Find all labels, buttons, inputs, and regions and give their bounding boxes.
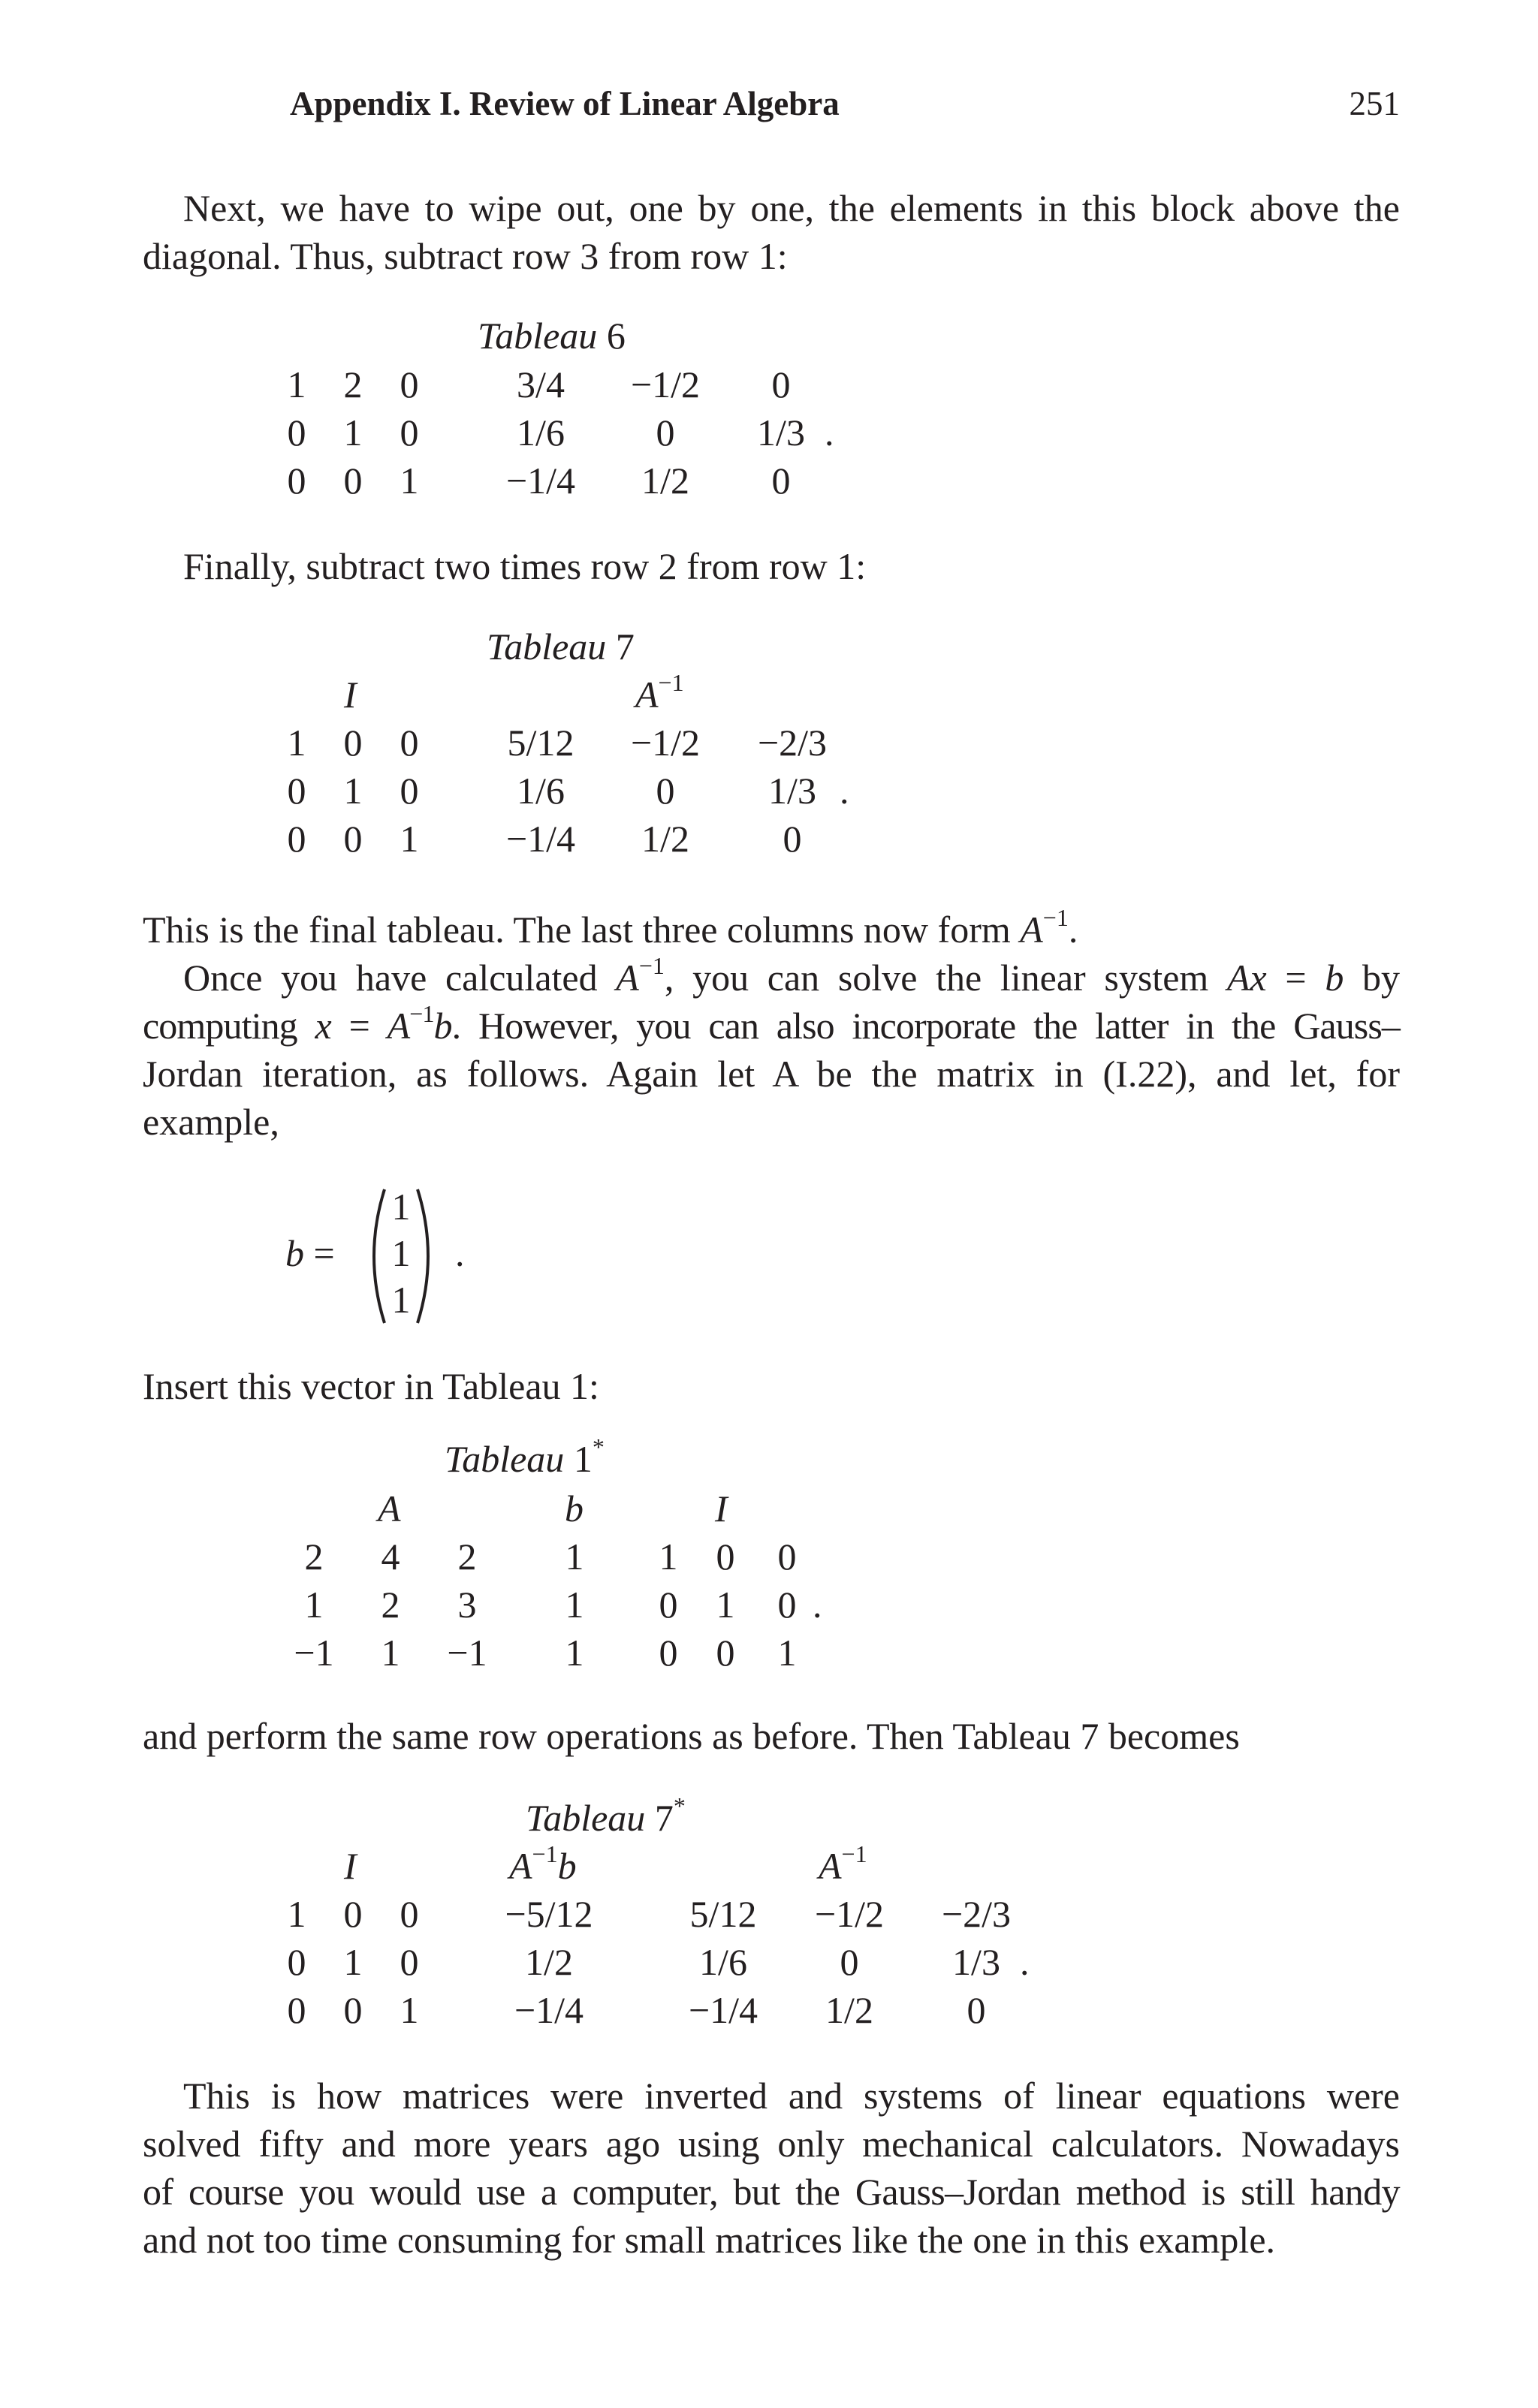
page-number: 251 [1349, 85, 1400, 122]
table-row: 1 2 3 1 0 1 0 [304, 1584, 797, 1626]
table-row: 2 4 2 1 1 0 0 [304, 1536, 797, 1578]
column-header-vector: b [565, 1487, 584, 1529]
table-row: 0 1 0 1/2 1/6 0 1/3 [287, 1941, 1000, 1983]
paragraph-line: Insert this vector in Tableau 1: [143, 1365, 599, 1407]
paragraph-line: This is the final tableau. The last three columns now form $A^{-1}$. [143, 904, 1078, 951]
column-header-identity: I [344, 674, 357, 716]
table-row: 0 1 0 1/6 0 1/3 [287, 411, 805, 454]
paragraph-line: This is how matrices were inverted and systems of linear equations were [183, 2075, 1400, 2117]
paragraph-line: solved fifty and more years ago using only mechanical calculators. Nowadays [143, 2123, 1400, 2165]
tableau-1-star-caption: Tableau 1* [445, 1433, 605, 1480]
paragraph-line: Next, we have to wipe out, one by one, the elements in this block above the [183, 187, 1400, 229]
paragraph-line: Jordan iteration, as follows. Again let A be the matrix in (I.22), and let, for [143, 1053, 1400, 1095]
book-page: Appendix I. Review of Linear Algebra 251 Next, we have to wipe out, one by one, the elements in this block above the diagonal. Thus, subtract row 3 from row 1: Tableau 6 1 2 0 3/4 −1/2 0 0 1 0 1/6 0 1/3 0 0 1 −1/4 1/2 0 . Finally, subtract two times row 2 from row 1: Tableau 7 I $A^{-1}$ 1 0 0 5/12 −1/2 −2/3 0 1 0 1/6 0 1/3 0 0 1 −1/4 1/2 0 . This is the final tableau. The last three columns now form $A^{-1}$. Once you have calculated $A^{-1}$, you can solve the linear system Ax = b by computing $x = A^{-1}b$. However, you can also incorporate the latter in the Gauss– Jordan iteration, as follows. Again let A be the matrix in (I.22), and let, for example, b = 1 1 1 . Insert this vector in Tableau 1: Tableau 1* A b I 2 4 2 1 1 0 0 1 2 3 1 0 1 0 −1 1 −1 1 0 0 1 . and perform the same row operations as before. Then Tableau 7 becomes Tableau 7* I $A^{-1}b$ $A^{-1}$ 1 0 0 −5/12 5/12 −1/2 −2/3 0 1 0 1/2 1/6 0 1/3 0 0 1 −1/4 −1/4 1/2 0 . This is how matrices were inverted and systems of linear equations were solved fifty and more years ago using only mechanical calculators. Nowadays of course you would use a computer, but the Gauss–Jordan method is still handy and not too time consuming for small matrices like the one in this example. [0, 0, 1538, 2408]
paragraph-line: of course you would use a computer, but the Gauss–Jordan method is still handy [143, 2171, 1400, 2213]
paragraph-line: and perform the same row operations as before. Then Tableau 7 becomes [143, 1715, 1240, 1757]
paragraph-line: Finally, subtract two times row 2 from row 1: [183, 545, 867, 587]
tableau-7-caption: Tableau 7 [487, 625, 635, 668]
column-header-identity: I [344, 1845, 357, 1887]
column-header-matrix: A [378, 1487, 401, 1529]
table-row: 0 0 1 −1/4 1/2 0 [287, 818, 802, 860]
table-row: 0 0 1 −1/4 −1/4 1/2 0 [287, 1989, 986, 2031]
table-row: 0 0 1 −1/4 1/2 0 [287, 460, 791, 502]
column-header-inverse: $A^{-1}$ [635, 669, 684, 716]
tableau-7-star-caption: Tableau 7* [526, 1792, 686, 1839]
running-header [290, 84, 1400, 129]
table-row: 1 0 0 −5/12 5/12 −1/2 −2/3 [287, 1893, 1012, 1935]
table-row: 1 2 0 3/4 −1/2 0 [287, 363, 791, 405]
table-row: 0 1 0 1/6 0 1/3 [287, 770, 816, 812]
table-row: 1 0 0 5/12 −1/2 −2/3 [287, 722, 828, 764]
column-header-solution: $A^{-1}b$ [509, 1840, 577, 1887]
table-row: −1 1 −1 1 0 0 1 [294, 1632, 797, 1674]
paragraph-line: computing $x = A^{-1}b$. However, you can also incorporate the latter in the Gauss– [143, 1000, 1401, 1047]
column-header-inverse: $A^{-1}$ [819, 1840, 867, 1887]
column-header-identity: I [715, 1487, 728, 1529]
tableau-6-caption: Tableau 6 [478, 315, 626, 357]
paragraph-line: example, [143, 1101, 279, 1143]
chapter-title: Appendix I. Review of Linear Algebra [290, 85, 840, 122]
paragraph-line: and not too time consuming for small matrices like the one in this example. [143, 2219, 1276, 2261]
paragraph-line: diagonal. Thus, subtract row 3 from row 1: [143, 235, 788, 277]
paragraph-line: Once you have calculated $A^{-1}$, you can solve the linear system Ax = b by [183, 952, 1401, 999]
